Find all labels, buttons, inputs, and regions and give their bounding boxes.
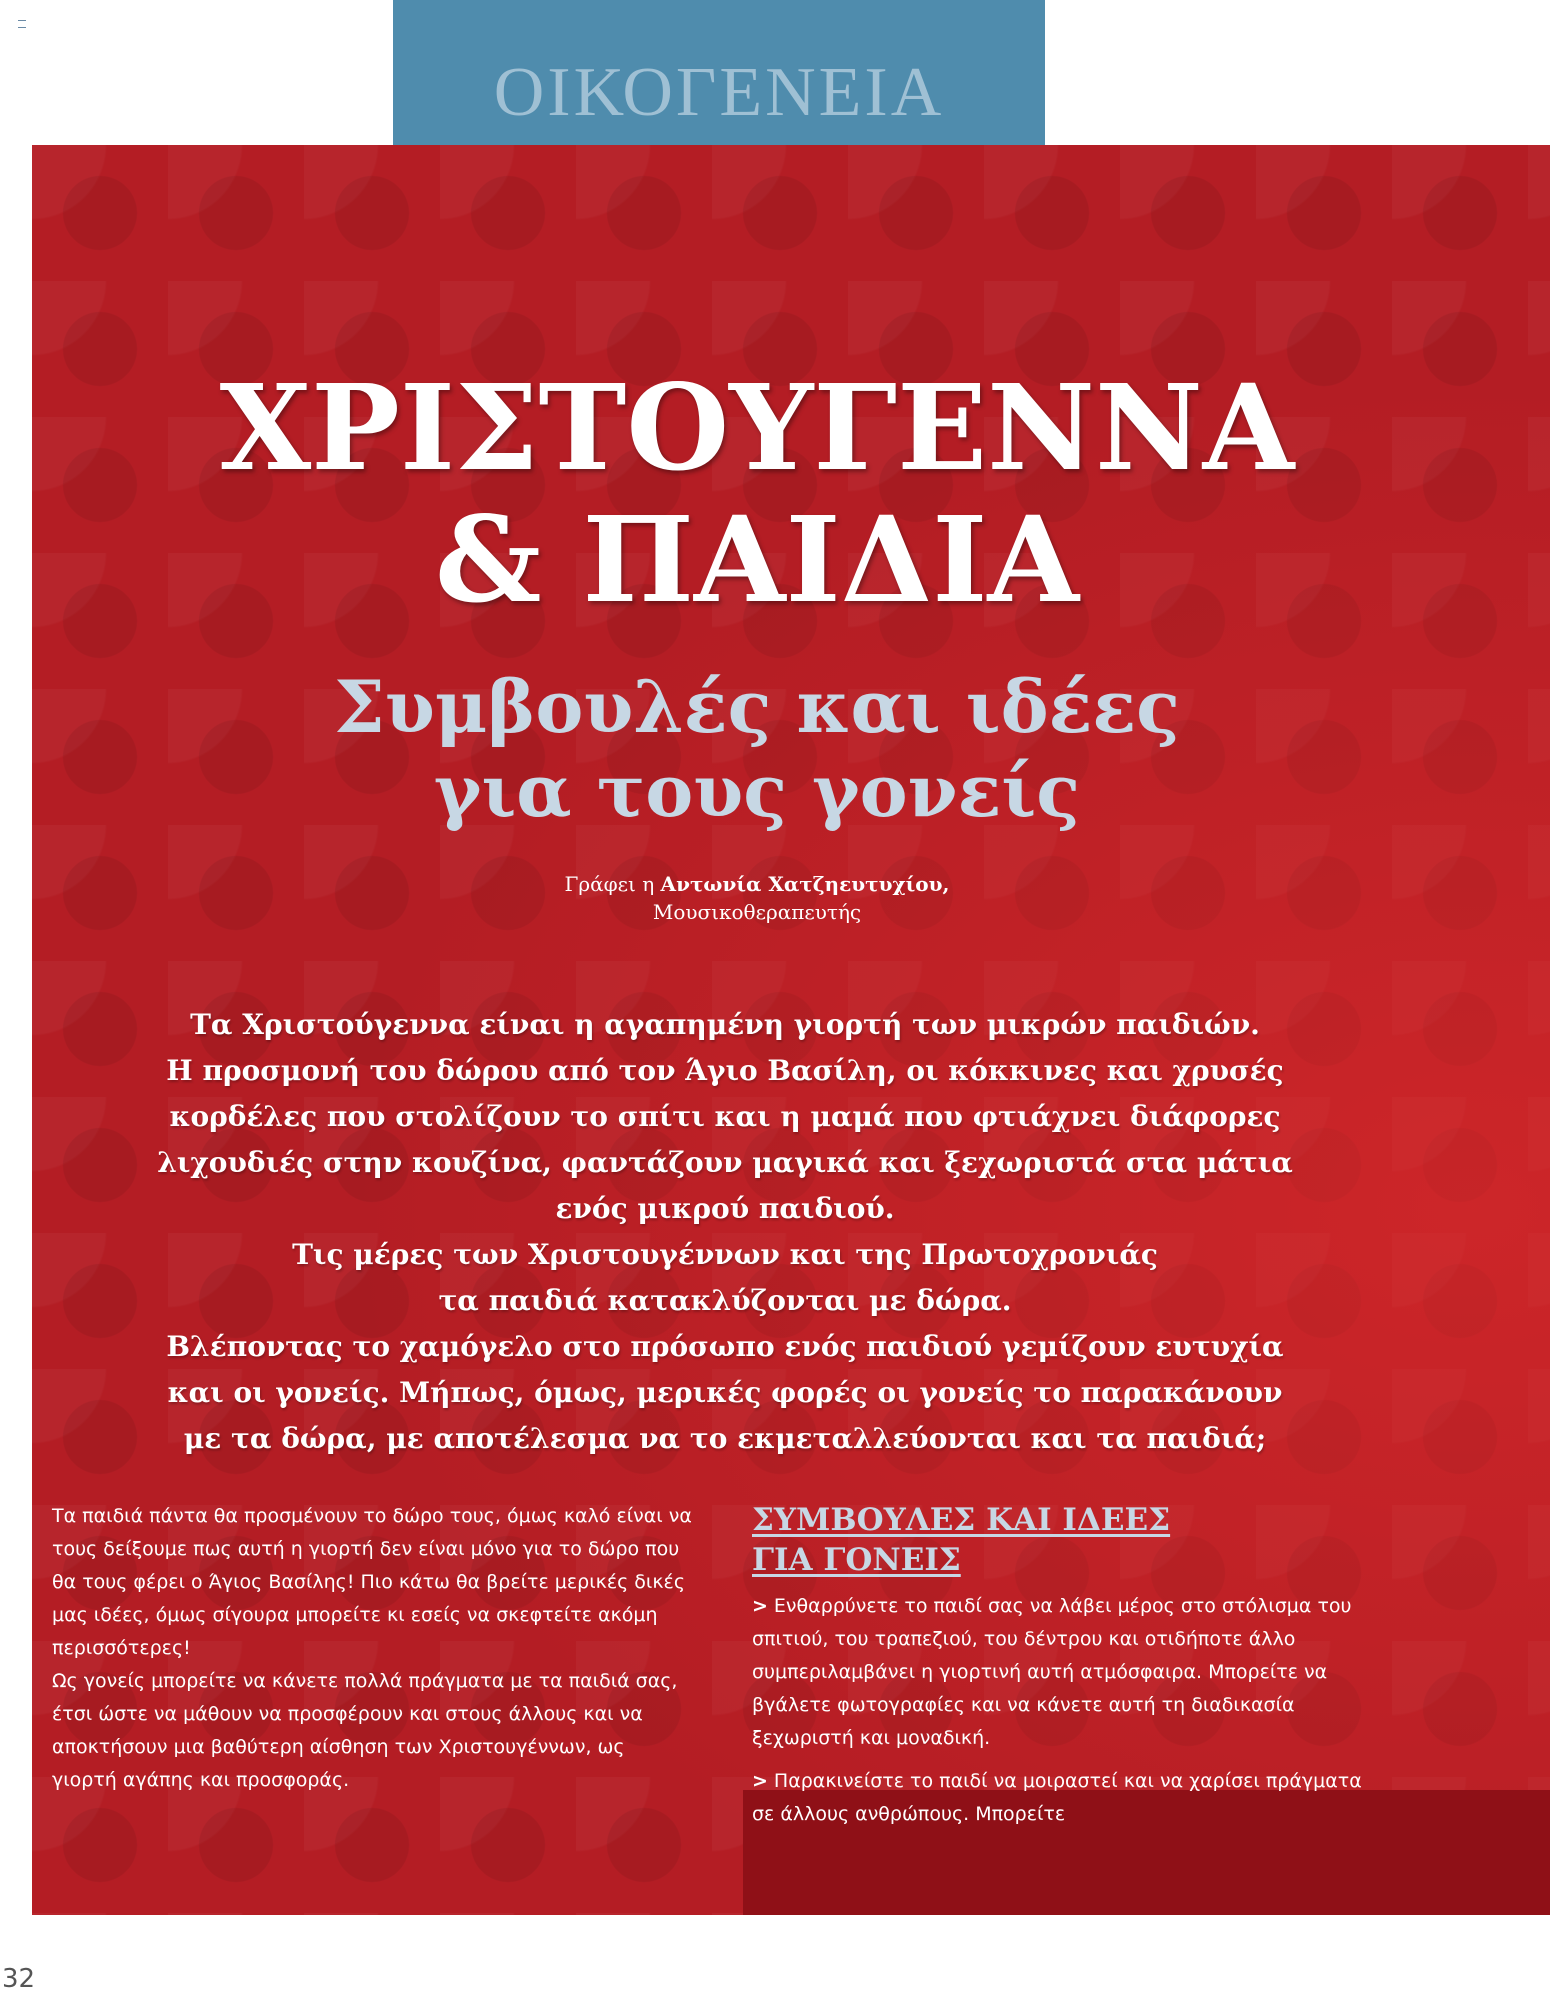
article-title-line-1: ΧΡΙΣΤΟΥΓΕΝΝΑ — [219, 358, 1295, 497]
page-number: 32 — [2, 1964, 36, 1994]
section-tab — [393, 0, 1045, 145]
intro-line: και οι γονείς. Μήπως, όμως, μερικές φορές οι γονείς το παρακάνουν — [167, 1376, 1283, 1409]
intro-line: Η προσμονή του δώρου από τον Άγιο Βασίλη, οι κόκκινες και χρυσές — [166, 1054, 1284, 1087]
tip-item — [752, 1590, 1372, 1755]
byline-author: Αντωνία Χατζηευτυχίου, — [660, 872, 950, 896]
body-paragraph: Τα παιδιά πάντα θα προσμένουν το δώρο τους, όμως καλό είναι να τους δείξουμε πως αυτή η γιορτή δεν είναι μόνο για το δώρο που θα τους φέρει ο Άγιος Βασίλης! Πιο κάτω θα βρείτε μερικές δικές μας ιδέες, όμως σίγουρα μπορείτε κι εσείς να σκεφτείτε ακόμη περισσότερες! — [52, 1505, 692, 1659]
article-subtitle — [32, 665, 1482, 833]
intro-line: Τα Χριστούγεννα είναι η αγαπημένη γιορτή των μικρών παιδιών. — [190, 1008, 1260, 1041]
tips-heading — [752, 1500, 1372, 1580]
intro-line: Βλέποντας το χαμόγελο στο πρόσωπο ενός παιδιού γεμίζουν ευτυχία — [166, 1330, 1284, 1363]
tip-text: Ενθαρρύνετε το παιδί σας να λάβει μέρος στο στόλισμα του σπιτιού, του τραπεζιού, του δέντρου και οτιδήποτε άλλο συμπεριλαμβάνει η γιορτινή αυτή ατμόσφαιρα. Μπορείτε να βγάλετε φωτογραφίες και να κάνετε αυτή τη διαδικασία ξεχωριστή και μοναδική. — [752, 1595, 1352, 1749]
article-title-line-2: & ΠΑΙΔΙΑ — [434, 490, 1080, 629]
intro-paragraph — [100, 1002, 1350, 1462]
article-subtitle-line-2: για τους γονείς — [433, 748, 1081, 833]
chevron-right-icon: > — [752, 1770, 768, 1792]
section-title: ΟΙΚΟΓΕΝΕΙΑ — [493, 54, 945, 131]
tip-text: Παρακινείστε το παιδί να μοιραστεί και να χαρίσει πράγματα σε άλλους ανθρώπους. Μπορείτε — [752, 1770, 1362, 1825]
tips-column — [752, 1500, 1372, 1841]
intro-line: τα παιδιά κατακλύζονται με δώρα. — [438, 1284, 1012, 1317]
tips-heading-line-2: ΓΙΑ ΓΟΝΕΙΣ — [752, 1542, 961, 1578]
tips-heading-line-1: ΣΥΜΒΟΥΛΕΣ ΚΑΙ ΙΔΕΕΣ — [752, 1502, 1171, 1538]
intro-line: λιχουδιές στην κουζίνα, φαντάζουν μαγικά και ξεχωριστά στα μάτια — [157, 1146, 1293, 1179]
body-paragraph: Ως γονείς μπορείτε να κάνετε πολλά πράγματα με τα παιδιά σας, έτσι ώστε να μάθουν να προσφέρουν και στους άλλους και να αποκτήσουν μια βαθύτερη αίσθηση των Χριστουγέννων, ως γιορτή αγάπης και προσφοράς. — [52, 1670, 678, 1791]
byline-role: Μουσικοθεραπευτής — [652, 900, 862, 924]
intro-line: ενός μικρού παιδιού. — [555, 1192, 895, 1225]
chevron-right-icon: > — [752, 1595, 768, 1617]
left-column — [52, 1500, 692, 1797]
intro-line: με τα δώρα, με αποτέλεσμα να το εκμεταλλεύονται και τα παιδιά; — [183, 1422, 1267, 1455]
tip-item — [752, 1765, 1372, 1831]
article-title — [32, 358, 1482, 629]
corner-crop-mark — [18, 20, 26, 28]
article-subtitle-line-1: Συμβουλές και ιδέες — [333, 664, 1181, 749]
intro-line: κορδέλες που στολίζουν το σπίτι και η μαμά που φτιάχνει διάφορες — [169, 1100, 1281, 1133]
byline-prefix: Γράφει η — [564, 872, 661, 896]
intro-line: Τις μέρες των Χριστουγέννων και της Πρωτοχρονιάς — [292, 1238, 1158, 1271]
byline — [32, 870, 1482, 926]
